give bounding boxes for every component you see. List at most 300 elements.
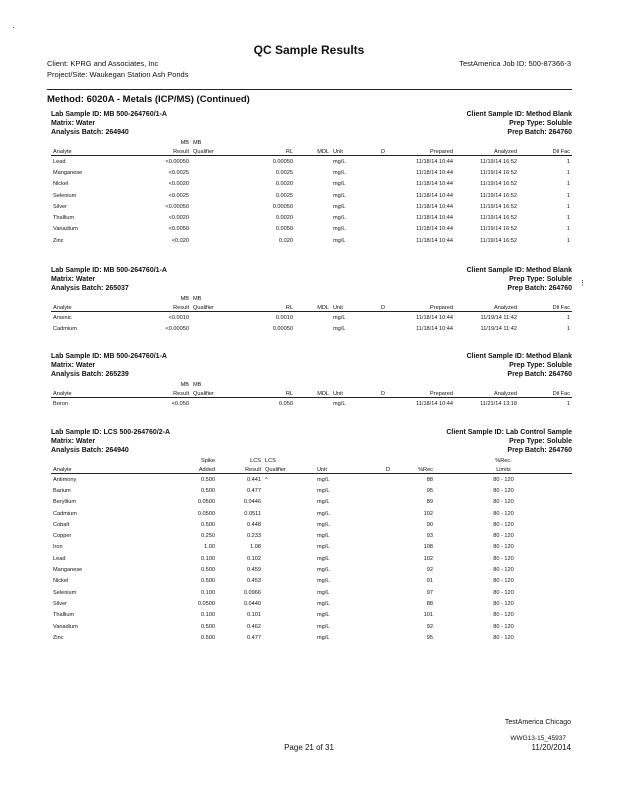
table-cell [191, 201, 233, 212]
table-cell: <0.0050 [168, 226, 189, 233]
table-cell [377, 564, 399, 575]
table-cell: mg/L [333, 158, 346, 165]
table-cell: 0.0025 [275, 192, 293, 199]
table-cell [375, 224, 391, 235]
table-row [51, 542, 572, 553]
table-cell: 80 - 120 [493, 499, 514, 506]
table-cell: Vanadium [53, 623, 78, 630]
column-header-top [331, 138, 375, 146]
table-cell [375, 398, 391, 410]
table-cell [263, 621, 315, 632]
table-cell [375, 201, 391, 212]
table-cell: Manganese [53, 567, 83, 574]
lab-sample-id: Lab Sample ID: MB 500-264760/1-A [51, 111, 167, 118]
column-header: Added [155, 464, 217, 474]
table-cell: <0.020 [171, 237, 189, 244]
table-header [51, 146, 572, 156]
column-header: Unit [331, 302, 375, 312]
table-cell [295, 323, 331, 334]
table-cell: mg/L [317, 578, 330, 585]
table-cell: 80 - 120 [493, 510, 514, 517]
column-header: Prepared [391, 302, 455, 312]
table-cell: 0.0500 [197, 499, 215, 506]
column-header: Analyte [51, 146, 139, 156]
table-cell [377, 598, 399, 609]
table-cell [377, 474, 399, 486]
table-cell [191, 224, 233, 235]
column-header: Result [139, 302, 191, 312]
lcs-results-table [51, 456, 572, 643]
column-header-top [375, 380, 391, 388]
footer-date: 11/20/2014 [531, 743, 571, 752]
column-header-top [375, 138, 391, 146]
table-cell [375, 323, 391, 334]
matrix: Matrix: Water [51, 276, 96, 283]
column-header: Qualifier [263, 464, 315, 474]
table-cell: Zinc [53, 634, 64, 641]
table-row [51, 610, 572, 621]
client-sample-id: Client Sample ID: Method Blank [466, 353, 572, 360]
table-cell: mg/L [317, 533, 330, 540]
column-header-top: MB [180, 382, 189, 388]
table-cell [263, 553, 315, 564]
column-header-top [295, 138, 331, 146]
mb-results-table [51, 294, 572, 335]
table-cell: 93 [426, 533, 433, 540]
table-cell: 0.0966 [243, 589, 261, 596]
column-header: MDL [295, 302, 331, 312]
table-cell: 1 [566, 203, 570, 210]
table-row [51, 576, 572, 587]
analysis-batch: Analysis Batch: 265037 [51, 285, 129, 292]
column-header: Result [217, 464, 263, 474]
table-cell [295, 212, 331, 223]
table-cell: ^ [265, 476, 268, 483]
column-header: Prepared [391, 388, 455, 398]
table-cell: 0.500 [201, 634, 215, 641]
column-header-top [519, 294, 572, 302]
column-header: %Rec [399, 464, 435, 474]
prep-batch: Prep Batch: 264760 [507, 371, 572, 378]
table-cell [191, 312, 233, 324]
table-cell: 11/21/14 13:18 [480, 400, 517, 407]
table-cell [375, 179, 391, 190]
table-cell [377, 497, 399, 508]
table-row [51, 156, 572, 168]
table-cell [191, 323, 233, 334]
table-cell: 11/19/14 11:42 [480, 314, 517, 321]
table-cell: Silver [53, 203, 67, 210]
analysis-batch: Analysis Batch: 265239 [51, 371, 129, 378]
analysis-batch: Analysis Batch: 264940 [51, 129, 129, 136]
table-cell: 0.100 [201, 555, 215, 562]
column-header: Analyte [51, 388, 139, 398]
table-cell: mg/L [333, 181, 346, 188]
table-cell: Silver [53, 600, 67, 607]
table-cell: 80 - 120 [493, 555, 514, 562]
table-cell: 11/19/14 16:52 [480, 181, 517, 188]
table-cell: 0.020 [279, 237, 293, 244]
column-header-top: Spike [201, 458, 215, 464]
table-cell: mg/L [333, 169, 346, 176]
column-header-top [51, 138, 139, 146]
table-cell: 11/18/14 10:44 [416, 237, 453, 244]
prep-batch: Prep Batch: 264760 [507, 129, 572, 136]
table-cell [263, 587, 315, 598]
table-cell: 11/19/14 11:42 [480, 325, 517, 332]
matrix: Matrix: Water [51, 438, 96, 445]
table-cell [295, 398, 331, 410]
table-row [51, 179, 572, 190]
table-cell [375, 312, 391, 324]
table-row [51, 564, 572, 575]
table-cell: mg/L [333, 314, 346, 321]
table-cell [377, 530, 399, 541]
table-row [51, 587, 572, 598]
table-cell: mg/L [317, 567, 330, 574]
table-cell [377, 542, 399, 553]
table-cell [263, 576, 315, 587]
table-cell: 80 - 120 [493, 578, 514, 585]
column-header-top [377, 456, 399, 464]
column-header: Unit [315, 464, 377, 474]
table-cell [263, 610, 315, 621]
page-number: Page 21 of 31 [284, 743, 334, 752]
job-id: TestAmerica Job ID: 500-87366-3 [459, 59, 571, 68]
table-cell: mg/L [317, 623, 330, 630]
table-cell: 11/19/14 16:52 [480, 203, 517, 210]
table-cell [263, 485, 315, 496]
table-cell: 0.250 [201, 533, 215, 540]
table-cell: 88 [426, 600, 433, 607]
table-cell: 0.453 [247, 578, 261, 585]
column-header: MDL [295, 388, 331, 398]
page-title: QC Sample Results [253, 43, 365, 57]
margin-mark: · [12, 22, 15, 32]
table-cell: Cadmium [53, 325, 77, 332]
column-header: D [375, 388, 391, 398]
prep-type: Prep Type: Soluble [509, 276, 572, 283]
table-row [51, 212, 572, 223]
table-cell: 80 - 120 [493, 567, 514, 574]
table-row [51, 201, 572, 212]
column-header-top: MB [193, 140, 202, 146]
prep-type: Prep Type: Soluble [509, 120, 572, 127]
table-cell: Selenium [53, 589, 77, 596]
mb-results-table [51, 380, 572, 409]
table-cell [295, 224, 331, 235]
table-cell: Lead [53, 555, 66, 562]
table-cell: Beryllium [53, 499, 77, 506]
column-header: Analyzed [455, 302, 519, 312]
column-header: Qualifier [191, 388, 233, 398]
table-cell: 80 - 120 [493, 623, 514, 630]
prep-type: Prep Type: Soluble [509, 362, 572, 369]
column-header-top [233, 380, 295, 388]
table-cell: 0.500 [201, 487, 215, 494]
table-cell: 89 [426, 499, 433, 506]
table-cell: 1 [566, 226, 570, 233]
table-cell: 0.0446 [243, 499, 261, 506]
lcs-section [51, 429, 572, 643]
table-cell: mg/L [317, 499, 330, 506]
table-row [51, 497, 572, 508]
table-header [51, 302, 572, 312]
table-cell: mg/L [333, 215, 346, 222]
table-cell: 1.00 [204, 544, 215, 551]
table-cell: 97 [426, 589, 433, 596]
table-cell [377, 485, 399, 496]
table-cell [191, 156, 233, 168]
table-cell: 11/18/14 10:44 [416, 181, 453, 188]
prep-batch: Prep Batch: 264760 [507, 447, 572, 454]
column-header: Limits [435, 464, 572, 474]
column-header-top [233, 294, 295, 302]
table-cell: 0.500 [201, 623, 215, 630]
table-cell: 0.0511 [244, 510, 261, 517]
analysis-batch: Analysis Batch: 264940 [51, 447, 129, 454]
column-header: Analyte [51, 302, 139, 312]
table-cell: 101 [423, 612, 433, 619]
table-cell: 11/19/14 16:52 [480, 215, 517, 222]
table-cell: 0.459 [247, 567, 261, 574]
table-cell [295, 235, 331, 246]
column-header: Analyzed [455, 388, 519, 398]
table-cell: 80 - 120 [493, 589, 514, 596]
column-header-top [233, 138, 295, 146]
table-cell: 0.462 [247, 623, 261, 630]
table-cell [295, 167, 331, 178]
table-row [51, 598, 572, 609]
table-cell: mg/L [333, 325, 346, 332]
table-cell [377, 632, 399, 643]
table-cell [375, 235, 391, 246]
matrix: Matrix: Water [51, 120, 96, 127]
table-cell [295, 201, 331, 212]
table-cell [295, 179, 331, 190]
table-cell: 0.0010 [275, 314, 293, 321]
column-header-top: MB [180, 140, 189, 146]
table-cell [295, 312, 331, 324]
matrix: Matrix: Water [51, 362, 96, 369]
table-cell [191, 212, 233, 223]
client-name: Client: KPRG and Associates, Inc [47, 59, 159, 68]
table-cell: Manganese [53, 169, 83, 176]
table-cell: mg/L [317, 634, 330, 641]
table-cell: 0.477 [247, 634, 261, 641]
table-cell: <0.0020 [168, 181, 189, 188]
table-cell: 95 [426, 487, 433, 494]
column-header-top [51, 294, 139, 302]
column-header-top [455, 294, 519, 302]
table-cell [191, 179, 233, 190]
client-sample-id: Client Sample ID: Method Blank [466, 267, 572, 274]
table-cell: <0.0020 [168, 215, 189, 222]
table-row [51, 190, 572, 201]
lab-sample-id: Lab Sample ID: MB 500-264760/1-A [51, 353, 167, 360]
table-cell [263, 542, 315, 553]
table-cell: 0.233 [247, 533, 261, 540]
table-cell [263, 564, 315, 575]
table-cell: mg/L [317, 476, 330, 483]
table-cell [375, 212, 391, 223]
table-cell [295, 156, 331, 168]
prep-type: Prep Type: Soluble [509, 438, 572, 445]
header-divider [47, 89, 572, 90]
table-cell [263, 632, 315, 643]
table-cell [263, 598, 315, 609]
table-cell: 80 - 120 [493, 634, 514, 641]
table-cell: mg/L [317, 521, 330, 528]
column-header-top: MB [193, 296, 202, 302]
table-cell: Copper [53, 533, 72, 540]
column-header: RL [233, 388, 295, 398]
table-cell: Nickel [53, 578, 69, 585]
table-row [51, 398, 572, 410]
table-cell [377, 587, 399, 598]
table-cell: 80 - 120 [493, 476, 514, 483]
table-cell: Iron [53, 544, 63, 551]
table-cell: <0.00050 [165, 203, 189, 210]
table-cell: 11/18/14 10:44 [416, 400, 453, 407]
column-header-top [295, 380, 331, 388]
table-cell: mg/L [333, 226, 346, 233]
column-header: D [377, 464, 399, 474]
lab-sample-id: Lab Sample ID: LCS 500-264760/2-A [51, 429, 171, 436]
table-cell: 11/18/14 10:44 [416, 203, 453, 210]
table-cell: Thallium [53, 215, 75, 222]
mb-section-1 [51, 111, 572, 246]
column-header-top [455, 138, 519, 146]
table-cell: 0.00050 [272, 158, 293, 165]
table-cell [295, 190, 331, 201]
column-header: Dil Fac [519, 302, 572, 312]
mb-results-table [51, 138, 572, 246]
table-header-top [51, 138, 572, 146]
footer-company: TestAmerica Chicago [504, 719, 571, 726]
table-cell: 0.0440 [243, 600, 261, 607]
table-cell: <0.00050 [165, 158, 189, 165]
table-cell [377, 519, 399, 530]
table-row [51, 519, 572, 530]
table-cell: 0.500 [201, 567, 215, 574]
table-cell [263, 497, 315, 508]
table-cell [263, 519, 315, 530]
table-cell [191, 190, 233, 201]
table-row [51, 632, 572, 643]
column-header: RL [233, 146, 295, 156]
table-cell: <0.050 [171, 400, 189, 407]
table-cell: Boron [53, 400, 68, 407]
table-cell: <0.0025 [168, 192, 189, 199]
column-header-top [51, 456, 155, 464]
table-cell: 1 [566, 314, 570, 321]
mb-section-3 [51, 353, 572, 409]
table-cell: 1.08 [250, 544, 261, 551]
table-cell: Barium [53, 487, 71, 494]
table-cell: 80 - 120 [493, 533, 514, 540]
column-header: Result [139, 388, 191, 398]
table-cell: 108 [423, 544, 433, 551]
column-header-top [391, 380, 455, 388]
table-cell: mg/L [317, 612, 330, 619]
table-cell: mg/L [317, 510, 330, 517]
table-cell: Thallium [53, 612, 75, 619]
table-cell: 80 - 120 [493, 487, 514, 494]
column-header: Result [139, 146, 191, 156]
table-cell: 1 [566, 181, 570, 188]
column-header: RL [233, 302, 295, 312]
column-header: Prepared [391, 146, 455, 156]
table-cell [375, 167, 391, 178]
table-cell: Cadmium [53, 510, 77, 517]
column-header-top [519, 138, 572, 146]
table-cell: 1 [566, 400, 570, 407]
table-cell: Selenium [53, 192, 77, 199]
column-header-top [519, 380, 572, 388]
table-cell: 102 [423, 510, 433, 517]
table-cell [377, 508, 399, 519]
table-row [51, 167, 572, 178]
table-cell: 0.0500 [197, 510, 215, 517]
table-row [51, 530, 572, 541]
table-row [51, 508, 572, 519]
column-header-top [375, 294, 391, 302]
table-cell: 0.100 [201, 589, 215, 596]
table-cell: <0.00050 [165, 325, 189, 332]
table-cell: 11/18/14 10:44 [416, 169, 453, 176]
table-cell: mg/L [317, 487, 330, 494]
table-cell [191, 167, 233, 178]
table-cell [377, 610, 399, 621]
table-cell [375, 190, 391, 201]
table-cell: 0.0050 [275, 226, 293, 233]
table-cell: 0.00050 [272, 203, 293, 210]
table-cell: Nickel [53, 181, 69, 188]
column-header-top [455, 380, 519, 388]
table-cell: 11/18/14 10:44 [416, 325, 453, 332]
table-header-top [51, 294, 572, 302]
table-cell: 80 - 120 [493, 612, 514, 619]
table-cell: 102 [423, 555, 433, 562]
table-cell: <0.0010 [168, 314, 189, 321]
table-cell: 11/19/14 16:52 [480, 169, 517, 176]
table-header [51, 464, 572, 474]
table-cell [375, 156, 391, 168]
table-cell: Lead [53, 158, 66, 165]
table-cell: 0.500 [201, 521, 215, 528]
lab-sample-id: Lab Sample ID: MB 500-264760/1-A [51, 267, 167, 274]
column-header-top [295, 294, 331, 302]
column-header: D [375, 146, 391, 156]
table-cell: 80 - 120 [493, 521, 514, 528]
table-cell: 11/19/14 16:52 [480, 158, 517, 165]
table-cell: 0.500 [201, 476, 215, 483]
table-cell: Zinc [53, 237, 64, 244]
table-row [51, 553, 572, 564]
table-cell: 1 [566, 169, 570, 176]
client-sample-id: Client Sample ID: Method Blank [466, 111, 572, 118]
table-cell: <0.0025 [168, 169, 189, 176]
column-header-top: LCS [265, 458, 276, 464]
table-cell: 1 [566, 158, 570, 165]
table-cell: 11/19/14 16:52 [480, 226, 517, 233]
table-header-top [51, 456, 572, 464]
column-header: Qualifier [191, 302, 233, 312]
table-cell: 80 - 120 [493, 544, 514, 551]
table-cell: 0.050 [279, 400, 293, 407]
table-cell: 0.100 [201, 612, 215, 619]
